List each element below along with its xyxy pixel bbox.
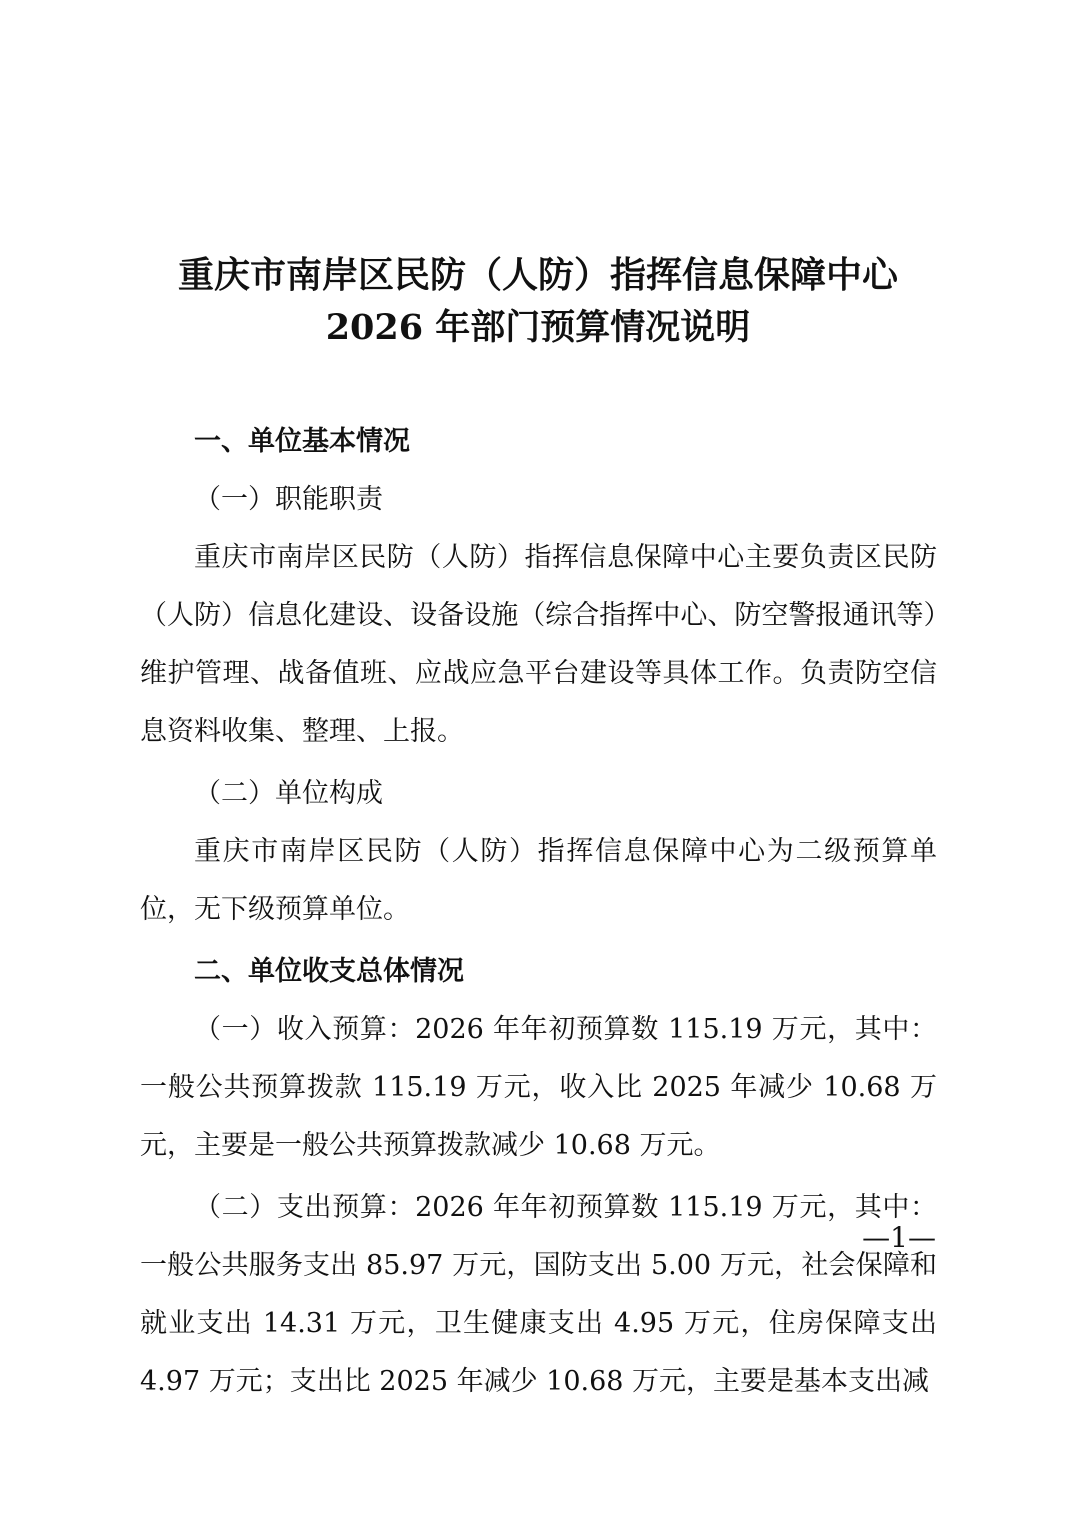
section-2-heading: 二、单位收支总体情况: [194, 956, 464, 987]
section-2-expenditure-paragraph: （二）支出预算：2026 年年初预算数 115.19 万元，其中：一般公共服务支出 85.97 万元，国防支出 5.00 万元，社会保障和就业支出 14.31 万元，卫生健康支出 4.95 万元，住房保障支出 4.97 万元；支出比 2025 年减少 10.68 万元，主要是基本支出减: [140, 1192, 937, 1397]
document-body: [140, 413, 937, 1411]
document-title-line-2: 2026 年部门预算情况说明: [325, 307, 751, 348]
section-1-subheading-composition: （二）单位构成: [194, 778, 383, 809]
section-1-functions-paragraph: 重庆市南岸区民防（人防）指挥信息保障中心主要负责区民防（人防）信息化建设、设备设施（综合指挥中心、防空警报通讯等）维护管理、战备值班、应战应急平台建设等具体工作。负责防空信息资料收集、整理、上报。: [140, 542, 937, 747]
section-1-heading: 一、单位基本情况: [194, 426, 410, 457]
page-number: —1—: [862, 1221, 936, 1254]
section-1-subheading-functions: （一）职能职责: [194, 484, 383, 515]
document-title-line-1: 重庆市南岸区民防（人防）指挥信息保障中心: [177, 254, 898, 296]
section-2-income-paragraph: （一）收入预算：2026 年年初预算数 115.19 万元，其中：一般公共预算拨款 115.19 万元，收入比 2025 年减少 10.68 万元，主要是一般公共预算拨款减少 10.68 万元。: [140, 1014, 937, 1161]
section-1-composition-paragraph: 重庆市南岸区民防（人防）指挥信息保障中心为二级预算单位，无下级预算单位。: [140, 836, 937, 925]
